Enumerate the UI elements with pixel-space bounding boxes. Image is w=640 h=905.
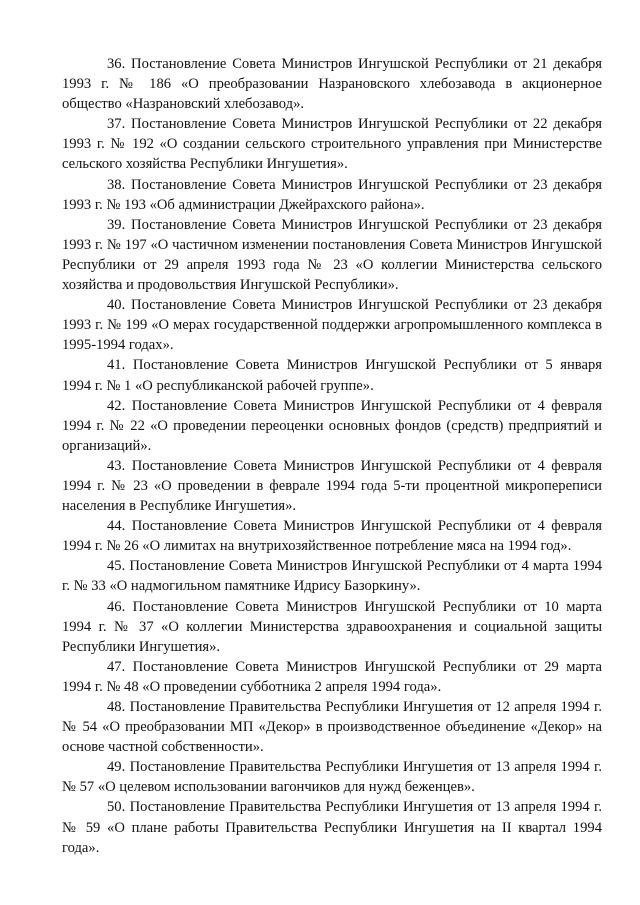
list-item-38: 38. Постановление Совета Министров Ингушской Республики от 23 декабря 1993 г. № 193 «Об администрации Джейрахского района». [62,176,602,213]
list-item-47: 47. Постановление Совета Министров Ингушской Республики от 29 марта 1994 г. № 48 «О проведении субботника 2 апреля 1994 года». [62,658,602,695]
list-item-43: 43. Постановление Совета Министров Ингушской Республики от 4 февраля 1994 г. № 23 «О проведении в феврале 1994 года 5-ти процентной микропереписи населения в Республике Ингушетия». [62,457,602,515]
document-page [62,54,602,858]
list-item-44: 44. Постановление Совета Министров Ингушской Республики от 4 февраля 1994 г. № 26 «О лимитах на внутрихозяйственное потребление мяса на 1994 год». [62,518,602,555]
list-item-50: 50. Постановление Правительства Республики Ингушетия от 13 апреля 1994 г. № 59 «О плане работы Правительства Республики Ингушетия на II квартал 1994 года». [62,799,602,856]
list-item-41: 41. Постановление Совета Министров Ингушской Республики от 5 января 1994 г. № 1 «О республиканской рабочей группе». [62,357,602,394]
list-item-49: 49. Постановление Правительства Республики Ингушетия от 13 апреля 1994 г. № 57 «О целевом использовании вагончиков для нужд беженцев». [62,759,602,796]
list-item-42: 42. Постановление Совета Министров Ингушской Республики от 4 февраля 1994 г. № 22 «О проведении переоценки основных фондов (средств) предприятий и организаций». [62,397,602,454]
list-item-40: 40. Постановление Совета Министров Ингушской Республики от 23 декабря 1993 г. № 199 «О мерах государственной поддержки агропромышленного комплекса в 1995-1994 годах». [62,297,602,354]
list-item-45: 45. Постановление Совета Министров Ингушской Республики от 4 марта 1994 г. № 33 «О надмогильном памятнике Идрису Базоркину». [62,558,602,595]
list-item-46: 46. Постановление Совета Министров Ингушской Республики от 10 марта 1994 г. № 37 «О коллегии Министерства здравоохранения и социальной защиты Республики Ингушетия». [62,598,602,655]
list-item-39: 39. Постановление Совета Министров Ингушской Республики от 23 декабря 1993 г. № 197 «О частичном изменении постановления Совета Министров Ингушской Республики от 29 апреля 1993 года № 23 «О коллегии Министерства сельского хозяйства и продовольствия Ингушской Республики». [62,216,602,294]
list-item-48: 48. Постановление Правительства Республики Ингушетия от 12 апреля 1994 г. № 54 «О преобразовании МП «Декор» в производственное объединение «Декор» на основе частной собственности». [62,699,602,756]
list-item-37: 37. Постановление Совета Министров Ингушской Республики от 22 декабря 1993 г. № 192 «О создании сельского строительного управления при Министерстве сельского хозяйства Республики Ингушетия». [62,116,602,173]
list-item-36: 36. Постановление Совета Министров Ингушской Республики от 21 декабря 1993 г. № 186 «О преобразовании Назрановского хлебозавода в акционерное общество «Назрановский хлебозавод». [62,56,602,113]
